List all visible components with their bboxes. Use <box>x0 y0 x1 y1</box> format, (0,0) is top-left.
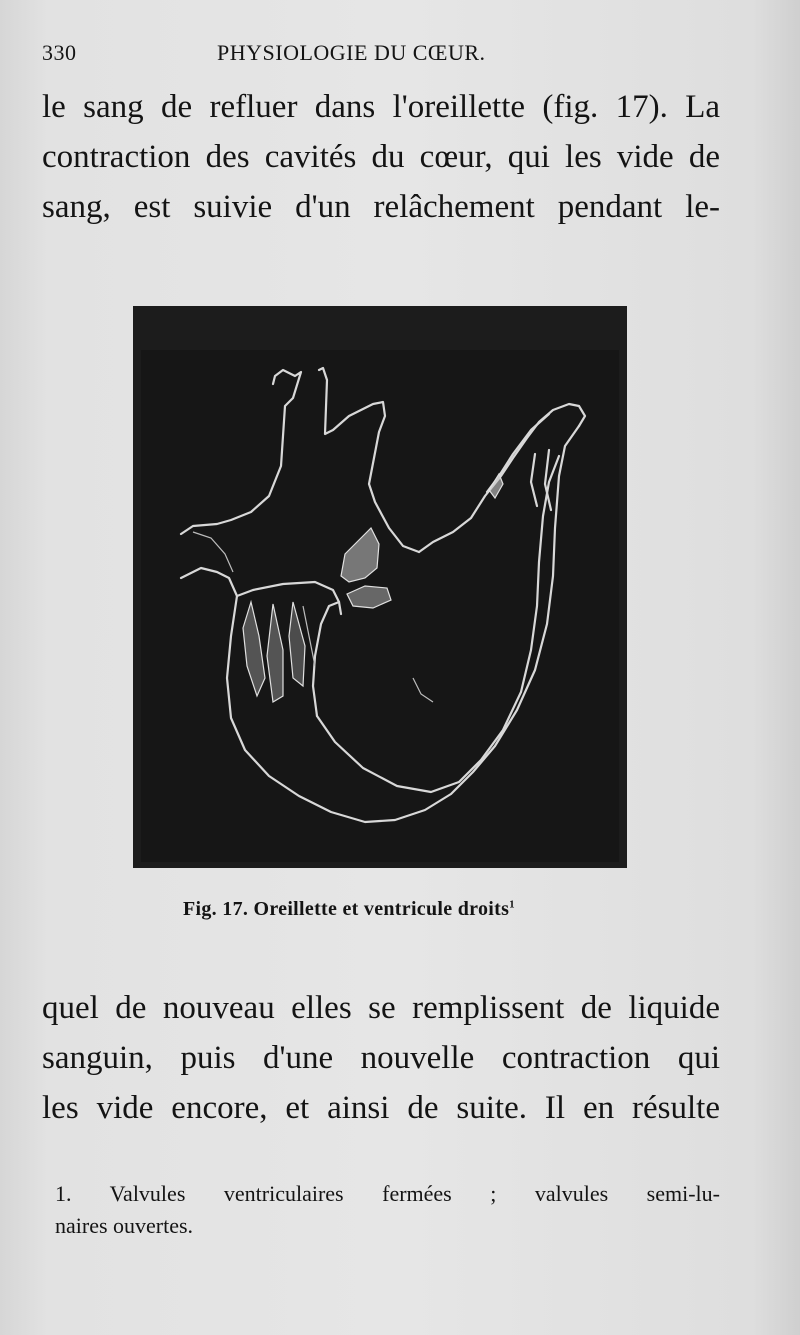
heart-figure <box>133 306 627 868</box>
paragraph-bottom <box>42 983 720 1133</box>
running-head: PHYSIOLOGIE DU CŒUR. <box>217 40 486 65</box>
figure-caption <box>183 898 515 921</box>
text-line: sang, est suivie d'un relâchement pendant le- <box>42 189 720 225</box>
paragraph-top <box>42 82 720 232</box>
footnote-line: naires ouvertes. <box>55 1213 194 1238</box>
caption-text: Fig. 17. Oreillette et ventricule droits <box>183 898 510 920</box>
footnote <box>55 1178 720 1242</box>
text-line: les vide encore, et ainsi de suite. Il en résulte <box>42 1090 720 1126</box>
text-line: le sang de refluer dans l'oreillette (fig. 17). La <box>42 89 720 125</box>
text-line: sanguin, puis d'une nouvelle contraction qui <box>42 1040 720 1076</box>
page-header <box>42 40 742 76</box>
heart-illustration <box>133 306 627 868</box>
text-line: contraction des cavités du cœur, qui les vide de <box>42 139 720 175</box>
footnote-line: 1. Valvules ventriculaires fermées ; valvules semi-lu- <box>55 1181 720 1206</box>
page-number: 330 <box>42 40 77 65</box>
text-line: quel de nouveau elles se remplissent de liquide <box>42 990 720 1026</box>
footnote-mark: 1 <box>509 898 515 911</box>
